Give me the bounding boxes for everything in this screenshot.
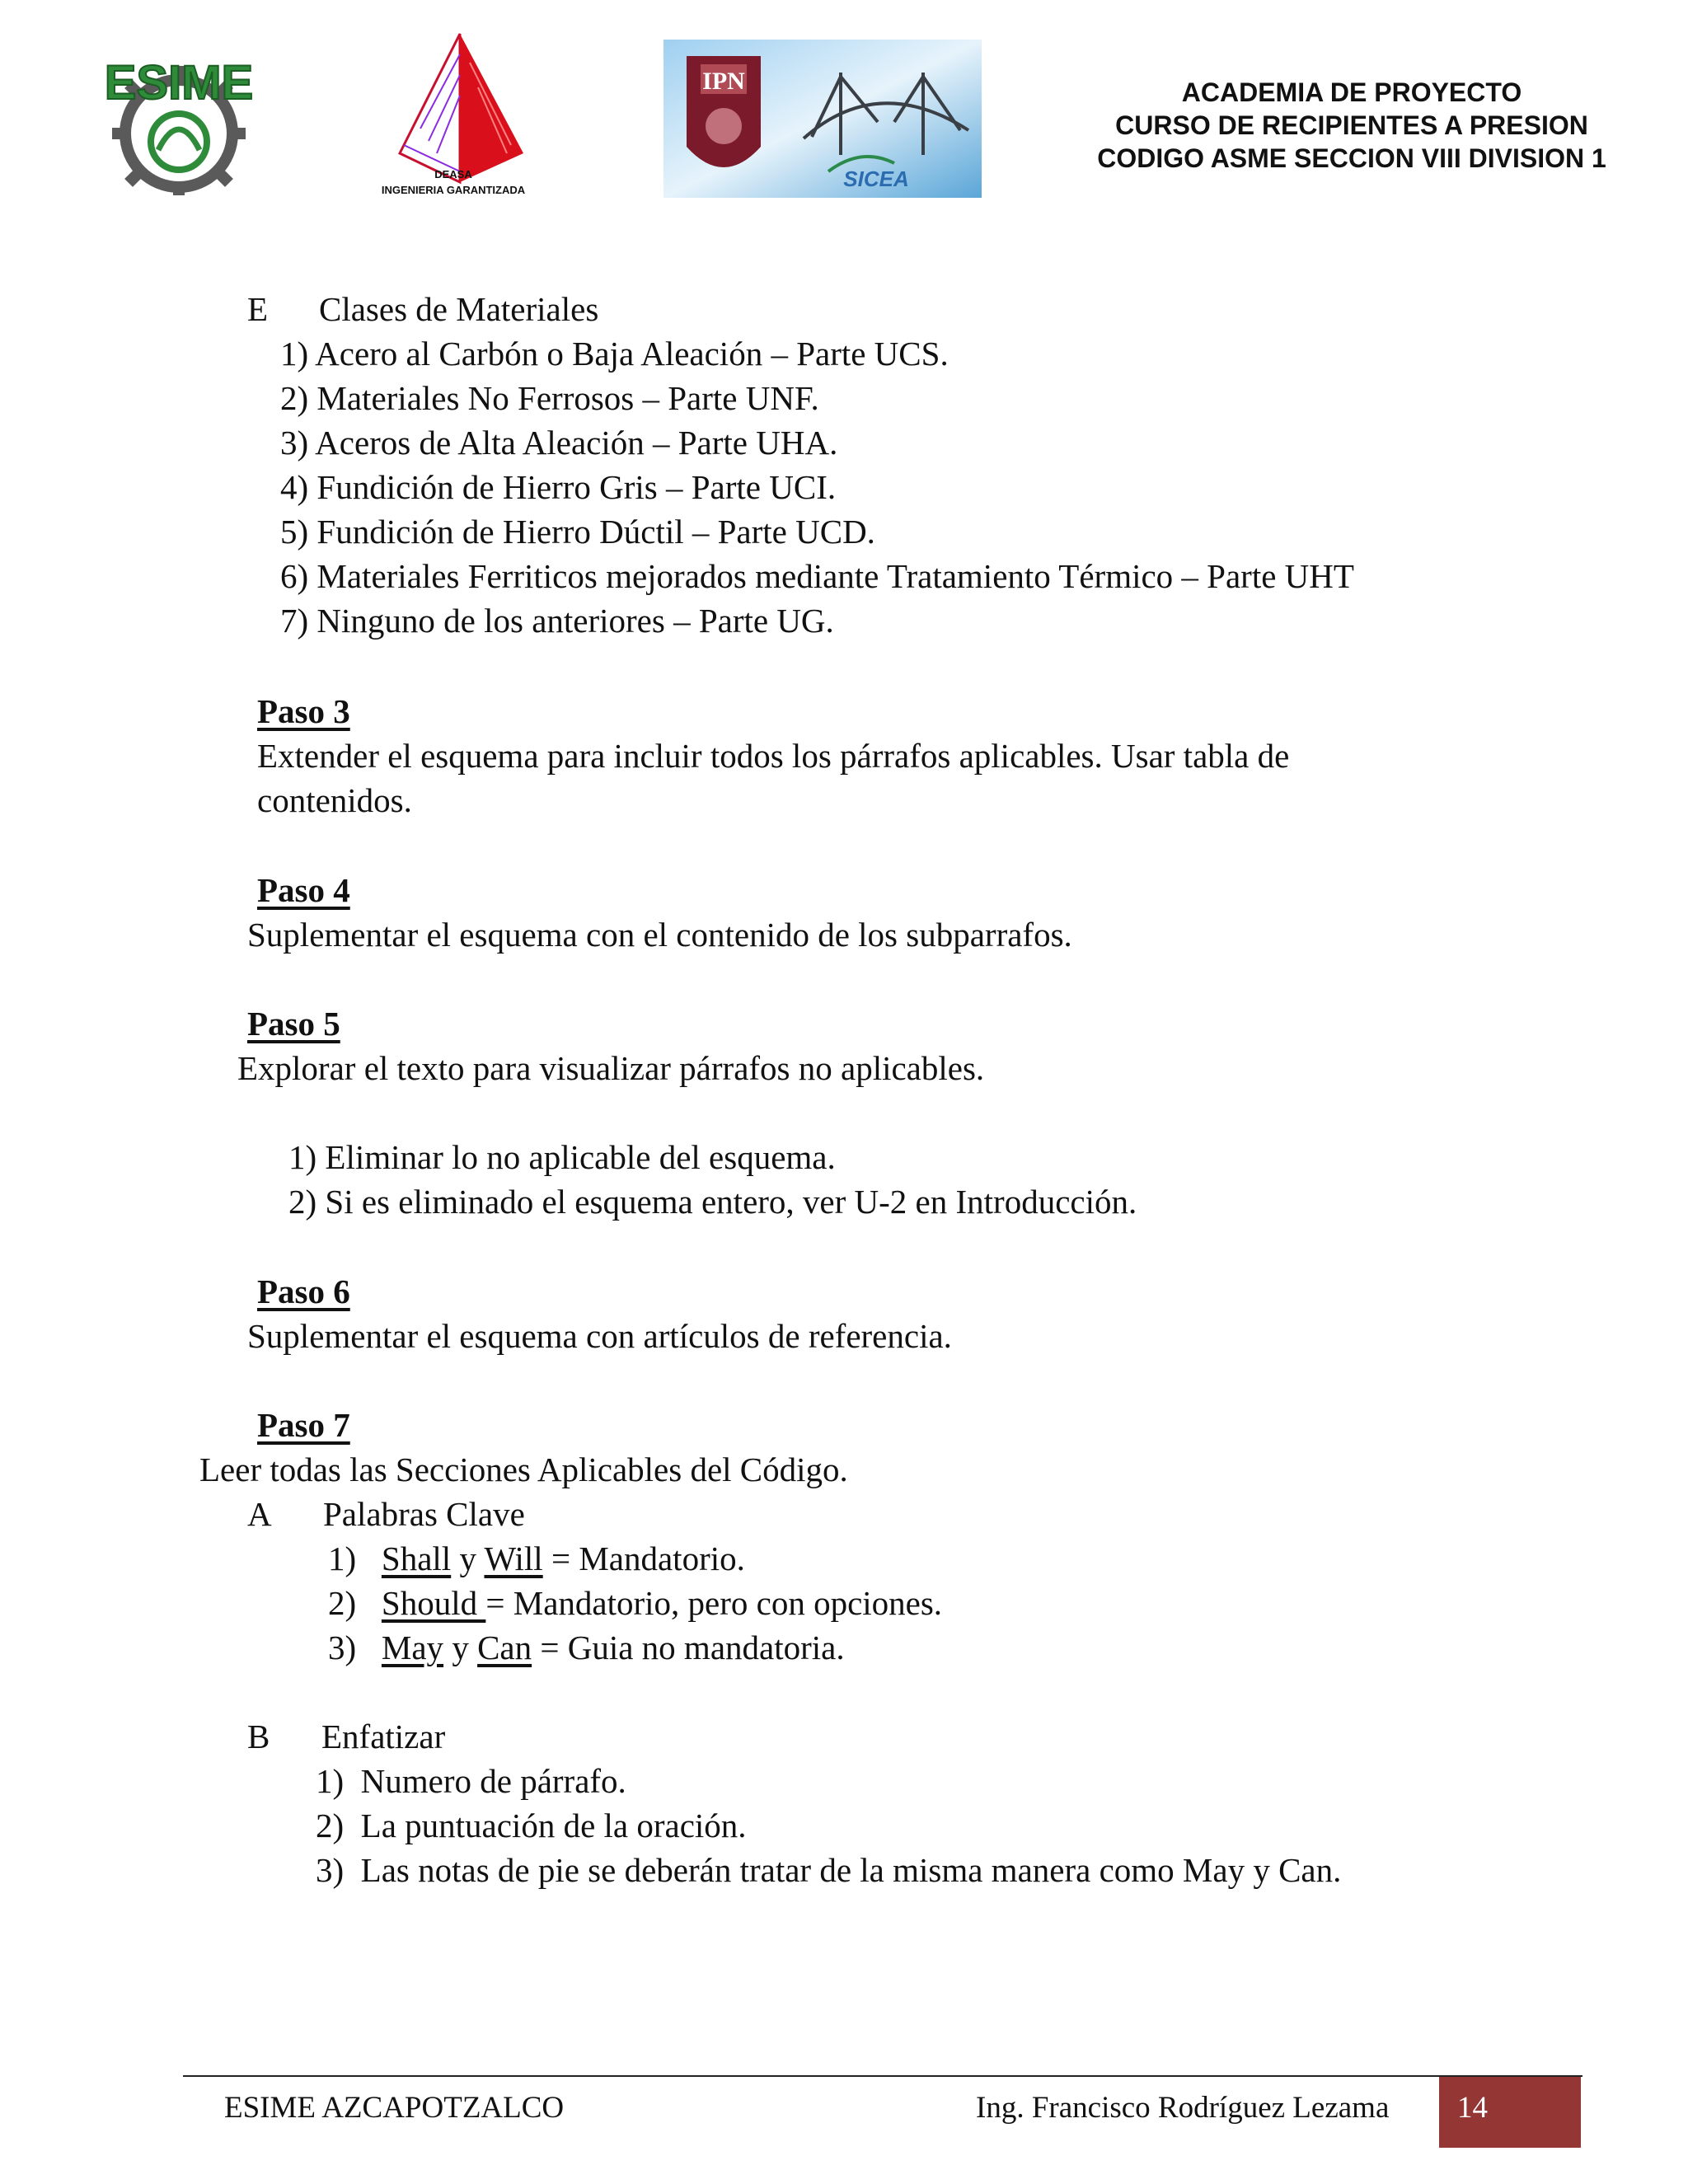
paso-3-text-cont: contenidos. — [257, 781, 412, 819]
footer-author: Ing. Francisco Rodríguez Lezama — [976, 2091, 1390, 2125]
paso-5-text: Explorar el texto para visualizar párrafos no aplicables. — [237, 1049, 985, 1087]
paso-4-heading: Paso 4 — [257, 871, 350, 909]
list-item: 2) Si es eliminado el esquema entero, ver U-2 en Introducción. — [288, 1183, 1137, 1221]
header-line-2: CURSO DE RECIPIENTES A PRESION — [1115, 110, 1588, 140]
page-number: 14 — [1457, 2091, 1488, 2125]
keyword-item: 3) May y Can = Guia no mandatoria. — [328, 1629, 845, 1666]
keyword-item: 1) Shall y Will = Mandatorio. — [328, 1540, 745, 1577]
list-item: 5) Fundición de Hierro Dúctil – Parte UCD. — [280, 513, 875, 551]
sicea-logo-text: SICEA — [843, 166, 909, 191]
paso-6-text: Suplementar el esquema con artículos de referencia. — [247, 1317, 952, 1355]
list-item: 2) Materiales No Ferrosos – Parte UNF. — [280, 379, 819, 417]
list-item: 1) Numero de párrafo. — [316, 1762, 626, 1800]
footer-divider — [183, 2075, 1582, 2077]
ipn-sicea-banner — [663, 40, 982, 198]
section-e-title: Clases de Materiales — [319, 290, 599, 328]
svg-text:IPN: IPN — [702, 68, 745, 95]
deasa-tagline: INGENIERIA GARANTIZADA — [381, 184, 526, 196]
paso-3-text: Extender el esquema para incluir todos los párrafos aplicables. Usar tabla de — [257, 737, 1290, 775]
paso-4-text: Suplementar el esquema con el contenido de los subparrafos. — [247, 916, 1072, 954]
header-title-block — [1063, 76, 1640, 175]
list-item: 2) La puntuación de la oración. — [316, 1807, 747, 1844]
section-a-letter: A — [247, 1495, 272, 1533]
header-line-1: ACADEMIA DE PROYECTO — [1181, 77, 1522, 107]
list-item: 3) Las notas de pie se deberán tratar de la misma manera como May y Can. — [316, 1851, 1342, 1889]
footer-institution: ESIME AZCAPOTZALCO — [224, 2091, 565, 2125]
section-e-letter: E — [247, 290, 269, 328]
ipn-shield-icon — [687, 56, 761, 167]
paso-7-heading: Paso 7 — [257, 1406, 350, 1444]
esime-logo-text: ESIME — [104, 56, 254, 110]
list-item: 3) Aceros de Alta Aleación – Parte UHA. — [280, 424, 838, 462]
section-b-letter: B — [247, 1718, 270, 1755]
paso-7-text: Leer todas las Secciones Aplicables del Código. — [199, 1451, 848, 1488]
section-a-title: Palabras Clave — [323, 1495, 525, 1533]
deasa-name: DEASA — [434, 168, 472, 180]
section-b-title: Enfatizar — [321, 1718, 446, 1755]
list-item: 6) Materiales Ferriticos mejorados mediante Tratamiento Térmico – Parte UHT — [280, 557, 1354, 595]
list-item: 4) Fundición de Hierro Gris – Parte UCI. — [280, 468, 837, 506]
paso-5-heading: Paso 5 — [247, 1005, 340, 1043]
list-item: 1) Eliminar lo no aplicable del esquema. — [288, 1138, 836, 1176]
list-item: 1) Acero al Carbón o Baja Aleación – Parte UCS. — [280, 335, 949, 373]
list-item: 7) Ninguno de los anteriores – Parte UG. — [280, 602, 834, 640]
paso-6-heading: Paso 6 — [257, 1272, 350, 1310]
esime-logo — [92, 51, 265, 195]
keyword-item: 2) Should = Mandatorio, pero con opciones. — [328, 1584, 943, 1622]
header-line-3: CODIGO ASME SECCION VIII DIVISION 1 — [1097, 143, 1606, 173]
paso-3-heading: Paso 3 — [257, 692, 350, 730]
